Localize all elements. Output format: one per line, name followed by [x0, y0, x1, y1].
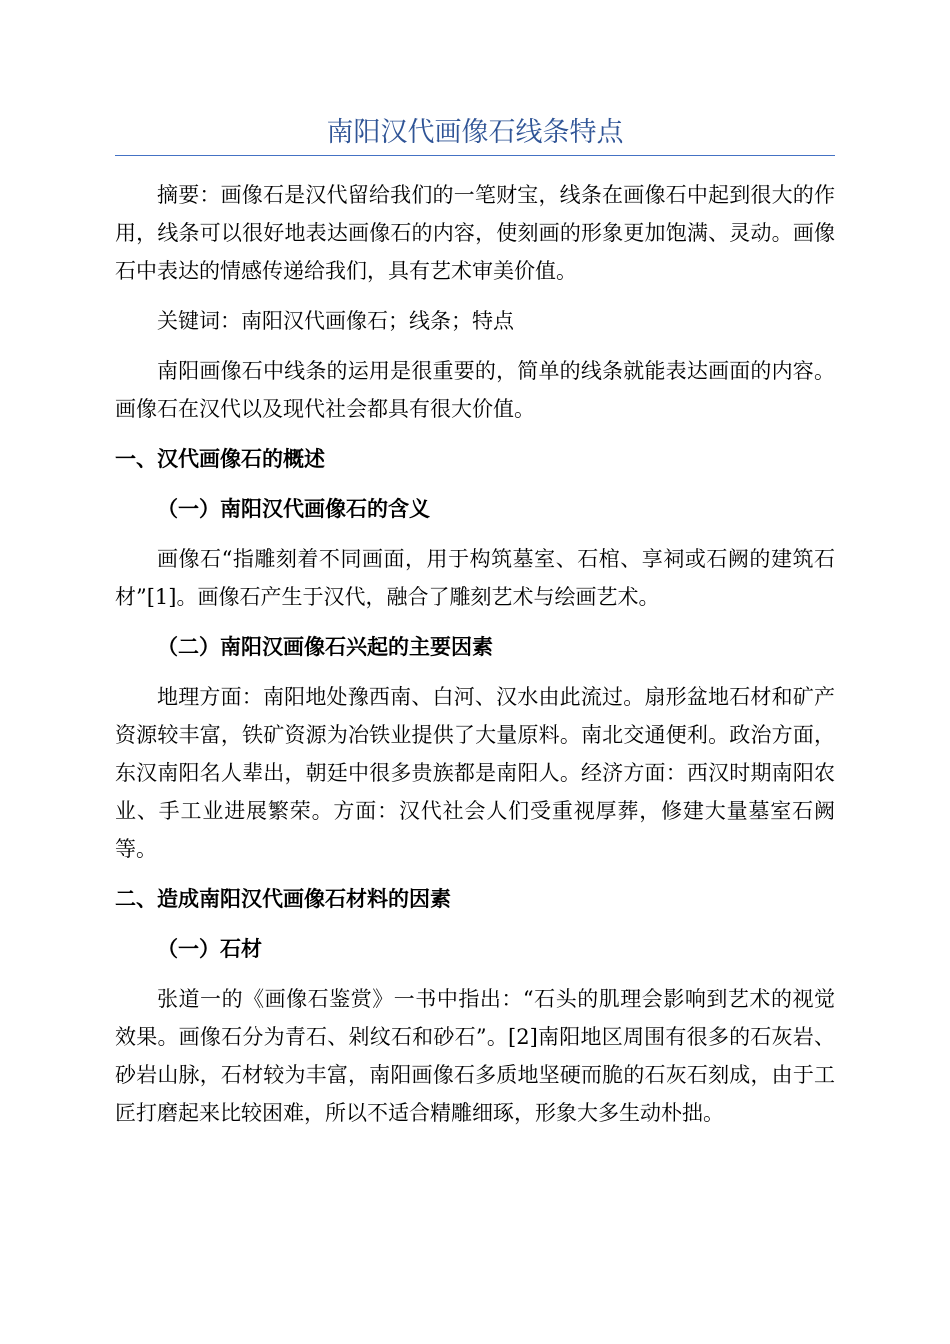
section-2-1-heading: （一）石材: [157, 936, 262, 961]
section-2-heading: 二、造成南阳汉代画像石材料的因素: [115, 886, 451, 911]
section-2-1-paragraph: 张道一的《画像石鉴赏》一书中指出：“石头的肌理会影响到艺术的视觉效果。画像石分为青石、剁纹石和砂石”。[2]南阳地区周围有很多的石灰岩、砂岩山脉，石材较为丰富，南阳画像石多质地坚硬而脆的石灰石刻成，由于工匠打磨起来比较困难，所以不适合精雕细琢，形象大多生动朴拙。: [115, 987, 835, 1125]
keywords-paragraph: 关键词：南阳汉代画像石；线条；特点: [157, 309, 514, 333]
section-1-1-heading: （一）南阳汉代画像石的含义: [157, 496, 430, 521]
section-1-2-heading: （二）南阳汉画像石兴起的主要因素: [157, 634, 493, 659]
document-title: 南阳汉代画像石线条特点: [115, 113, 835, 156]
document-page: [115, 113, 835, 1132]
intro-paragraph: 南阳画像石中线条的运用是很重要的，简单的线条就能表达画面的内容。画像石在汉代以及现代社会都具有很大价值。: [115, 359, 835, 421]
section-1-heading: 一、汉代画像石的概述: [115, 446, 325, 471]
section-1-2-paragraph: 地理方面：南阳地处豫西南、白河、汉水由此流过。扇形盆地石材和矿产资源较丰富，铁矿资源为冶铁业提供了大量原料。南北交通便利。政治方面，东汉南阳名人辈出，朝廷中很多贵族都是南阳人。经济方面：西汉时期南阳农业、手工业进展繁荣。方面：汉代社会人们受重视厚葬，修建大量墓室石阙等。: [115, 685, 835, 861]
section-1-1-paragraph: 画像石“指雕刻着不同画面，用于构筑墓室、石棺、享祠或石阙的建筑石材”[1]。画像石产生于汉代，融合了雕刻艺术与绘画艺术。: [115, 547, 835, 609]
abstract-paragraph: 摘要：画像石是汉代留给我们的一笔财宝，线条在画像石中起到很大的作用，线条可以很好地表达画像石的内容，使刻画的形象更加饱满、灵动。画像石中表达的情感传递给我们，具有艺术审美价值。: [115, 183, 835, 283]
